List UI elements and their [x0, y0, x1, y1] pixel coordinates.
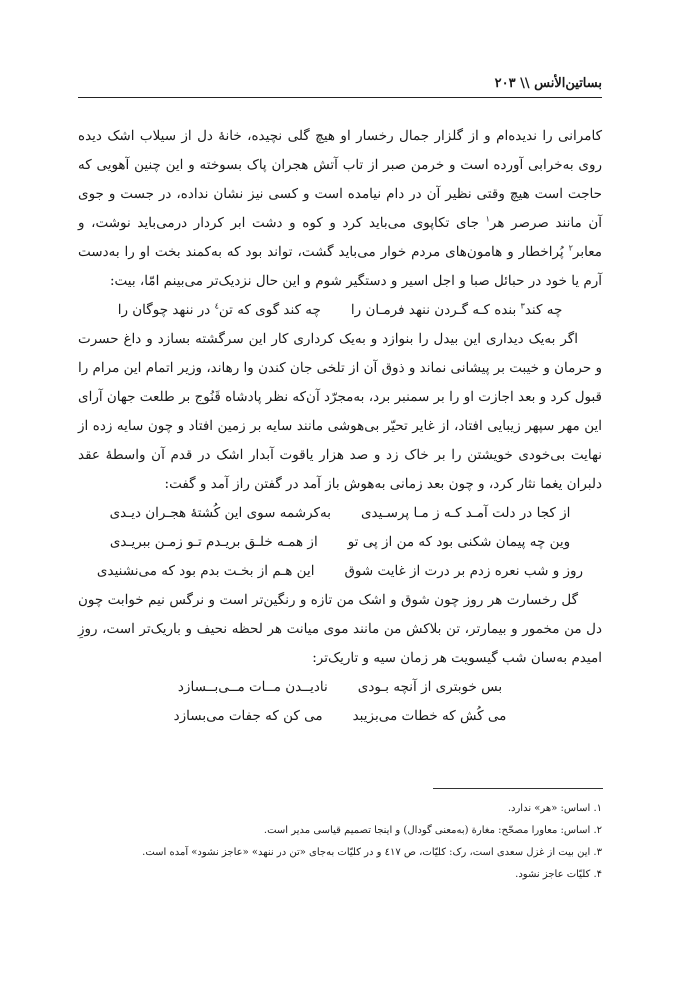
footnote-3: ۳. این بیت از غزل سعدی است، رک: کلیّات، ص ٤١٧ و در کلیّات به‌جای «تن در ننهد» «عاجز نشود» آمده است. [142, 847, 602, 858]
verse-hemistich-b: این هـم از بخـت بدم بود که می‌نشنیدی [96, 563, 315, 579]
verse-3-1 [78, 673, 602, 702]
paragraph-3: گل رخسارت هر روز چون شوق و اشک من تازه و رنگین‌تر است و نرگس نیم خوابت چون دل من مخمور و بیمارتر، تن بلاکش من مانند موی میانت هر لحظه نحیف و باریک‌تر است، روزِ امیدم به‌سان شب گیسویت هر زمان سیه و تاریک‌تر: [78, 592, 602, 666]
footnote-ref-4: ٤ [214, 301, 219, 311]
paragraph-1: کامرانی را ندیده‌ام و از گلزار جمال رخسار او هیچ گلی نچیده، خانهٔ دل از سیلاب اشک دیده روی به‌خرابی آورده است و خرمن صبر از تاب آتش هجران پاک بسوخته و این چنین آهویی که حاجت است هیچ وقتی نظیر آن در دام نیامده است و کسی نیز نشان نداده، در جست و جوی آن مانند صرصر هر$^۱$ جای تکاپوی می‌باید کرد و کوه و دشت ابر کردار درمی‌باید نوشت، و معابر$^۲$ پُراخطار و هامون‌های مردم خوار می‌باید گشت، تواند بود که به‌کمند بخت او را به‌دست آرم یا خود در حبائل صبا و اجل اسیر و دستگیر شوم و این حال نزدیک‌تر می‌بینم امّا، بیت: [78, 128, 602, 289]
footnote-divider [433, 788, 603, 789]
verse-hemistich-b: نادیــدن مــات مــی‌بــسازد [177, 679, 328, 695]
verse-hemistich-a: بس خوبتری از آنچه بـودی [357, 679, 503, 695]
verse-hemistich-b: به‌کرشمه سوی این کُشتهٔ هجـران دیـدی [109, 505, 331, 521]
paragraph-2: اگر به‌یک دیداری این بیدل را بنوازد و به‌یک کرداری کار این سرگشته بسازد و داغ حسرت و حرمان و خیبت بر پیشانی نماند و ذوق آن از تلخی جان کندن وا رهاند، وزیر اتمام این مرام را قبول کرد و بعد اجازت او را بر سمنبر برد، به‌مجرّد آن‌که نظر پادشاه قَنُوج بر طلعت جهان آرای این مهر سپهر زیبایی افتاد، از غایر تحیّر بی‌هوشی مانند سایه بر زمین افتاد و چون سایه زده از نهایت بی‌خودی خویشتن را بر خاک زد و صد هزار یاقوت آبدار اشک در قدم آن واسطهٔ عقد دلبران یغما نثار کرد، و چون بعد زمانی به‌هوش باز آمد در گفتن راز آمد و گفت: [77, 331, 602, 492]
running-header [78, 76, 602, 98]
footnote-4: ۴. کلیّات عاجز نشود. [515, 869, 602, 880]
verse-hemistich-a: وین چه پیمان شکنی بود که من از پی تو [347, 534, 571, 550]
verse-2-2 [78, 528, 602, 557]
verse-1-hemistich-b: چه کند گوی که تن$^٤$ در ننهد چوگان را [117, 301, 321, 318]
footnote-ref-3: ۳ [520, 301, 525, 311]
verse-2-3 [78, 557, 602, 586]
verse-1-hemistich-a: چه کند$^۳$ بنده کـه گـردن ننهد فرمـان را [350, 301, 563, 318]
verse-hemistich-a: می کُش که خطات می‌بزیبد [352, 708, 507, 724]
verse-hemistich-a: روز و شب نعره زدم بر درت از غایت شوق [344, 563, 584, 579]
verse-2-1 [78, 499, 602, 528]
verse-hemistich-b: از همـه خلـق بریـدم تـو زمـن ببریـدی [109, 534, 318, 550]
verse-hemistich-b: می کن که جفات می‌بسازد [173, 708, 323, 724]
footnote-1: ۱. اساس: «هر» ندارد. [507, 803, 602, 814]
running-title: بساتین‌الأنس \\ ۲۰۳ [494, 76, 602, 91]
footnote-ref-2: ۲ [568, 243, 573, 253]
footnotes [78, 798, 602, 886]
verse-3-2 [78, 702, 602, 731]
footnote-2: ۲. اساس: معاورا مصحّح: مغارة (به‌معنی گودال) و اینجا تصمیم قیاسی مدیر است. [263, 825, 602, 836]
main-text [78, 122, 602, 731]
verse-1 [78, 296, 602, 325]
footnote-ref-1: ۱ [485, 214, 490, 224]
verse-hemistich-a: از کجا در دلت آمـد کـه ز مـا پرسـیدی [360, 505, 571, 521]
